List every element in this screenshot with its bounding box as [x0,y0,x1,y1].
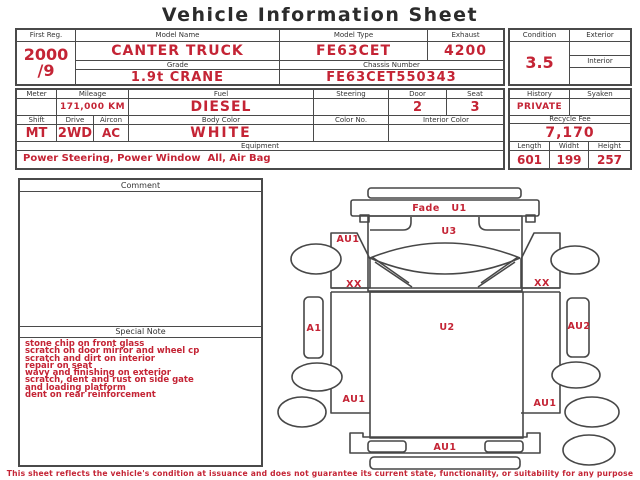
model-type-value: FE63CET [316,43,391,59]
windshield-upper-arc [370,243,520,258]
special-note-line: scratch on door mirror and wheel cp [25,346,200,357]
first-reg-label: First Reg. [17,30,75,42]
spare-wheel-shape [563,435,615,465]
steering-value [314,99,388,115]
special-note-line: repair on seat [25,360,93,371]
body-color-label: Body Color [129,116,313,125]
cargo-bed-shape [370,292,523,438]
shift-label: Shift [17,116,56,125]
recycle-fee-cell [510,116,630,142]
fuel-label: Fuel [129,90,313,99]
chassis-number-label: Chassis Number [280,61,503,70]
special-note-line: and loading platform [25,382,126,393]
recycle-fee-value: 7,170 [545,124,595,141]
exhaust-label: Exhaust [428,30,503,42]
interior-color-cell [389,116,503,141]
roof-front-bar-shape [368,188,521,198]
comment-label: Comment [20,180,261,192]
color-no-cell [314,116,389,141]
spec-row-2 [17,116,503,142]
truck-top-view-diagram [266,184,640,472]
front-panel-shape [351,200,539,216]
damage-code-label: XX [534,278,550,289]
seat-value: 3 [470,99,480,115]
left-pillar-line-1 [372,257,409,283]
color-no-label: Color No. [314,116,388,125]
damage-code-label: U1 [451,203,467,214]
steering-label: Steering [314,90,388,99]
model-type-cell [280,30,428,60]
damage-code-label: AU1 [336,234,360,245]
diagram-labels [307,203,591,453]
width-label: Widht [550,142,588,151]
door-label: Door [389,90,446,99]
special-note-line: wavy and finishing on exterior [25,368,171,379]
special-note-text [20,338,261,465]
meter-label: Meter [17,90,56,99]
length-cell [510,142,550,168]
history-label: History [510,90,569,99]
damage-code-label: Fade [412,203,440,214]
shift-cell [17,116,57,141]
width-value: 199 [556,152,582,167]
first-reg-month: /9 [37,61,55,80]
aircon-value: AC [101,126,121,140]
rear-bumper-left-step [368,441,406,452]
aircon-label: Aircon [94,116,128,125]
equipment-cell [17,142,503,168]
special-note-line: scratch, dent and rust on side gate [25,375,194,386]
disclaimer-text: This sheet reflects the vehicle's condition at issuance and does not guarantee its current state, functionality, or suitability for any purpose [6,469,634,478]
identity-row-1 [76,30,503,61]
door-value: 2 [412,99,423,115]
cab-right-notch [479,217,520,230]
model-name-value: CANTER TRUCK [111,43,244,59]
right-wheel-2-shape [565,397,619,427]
page-title: Vehicle Information Sheet [161,4,479,26]
mileage-value: 171,000 KM [59,101,126,112]
shift-value: MT [25,125,48,141]
cab-left-notch [370,217,411,230]
interior-label: Interior [570,56,630,68]
width-cell [550,142,589,168]
right-pillar-line-1 [481,257,518,283]
identity-table [15,28,505,86]
history-value: PRIVATE [516,101,563,112]
damage-code-label: XX [346,279,362,290]
interior-color-label: Interior Color [389,116,503,125]
chassis-number-cell [280,61,503,84]
drive-label: Drive [57,116,93,125]
grade-value: 1.9t CRANE [130,69,225,85]
seat-label: Seat [447,90,503,99]
body-color-value: WHITE [190,125,252,141]
syaken-label: Syaken [570,90,630,99]
height-label: Height [589,142,630,151]
history-row [510,90,630,116]
recycle-fee-label: Recycle Fee [510,116,630,124]
equipment-value: Power Steering, Power Window All, Air Bag [23,153,271,164]
height-value: 257 [596,152,623,167]
door-cell [389,90,447,115]
drive-cell [57,116,94,141]
grade-label: Grade [76,61,279,70]
length-label: Length [510,142,549,151]
meter-value [17,99,56,115]
condition-label: Condition [510,30,569,42]
spec-row-1 [17,90,503,116]
condition-cell [510,30,570,84]
special-note-line: dent on rear reinforcement [25,390,156,401]
meter-cell [17,90,57,115]
comment-box [18,178,263,467]
seat-cell [447,90,503,115]
length-value: 601 [516,152,543,167]
history-fee-panel [508,88,632,170]
interior-value [570,68,630,84]
color-no-value [314,125,388,141]
right-wheel-1-shape [552,362,600,388]
chassis-number-value: FE63CET550343 [326,69,457,85]
steering-cell [314,90,389,115]
model-name-cell [76,30,280,60]
left-mirror-shape [291,244,341,274]
spec-table [15,88,505,170]
aircon-cell [94,116,129,141]
first-reg-year: 2000 [23,45,69,64]
dimensions-row [510,142,630,168]
grade-cell [76,61,280,84]
history-cell [510,90,570,115]
equipment-label: Equipment [17,142,503,151]
first-reg-value [17,42,75,84]
first-reg-cell [17,30,76,84]
special-note-line: stone chip on front glass [25,339,145,349]
model-type-label: Model Type [280,30,427,42]
rear-gate-bar-shape [370,457,520,469]
syaken-value [570,99,630,115]
damage-code-label: U2 [439,322,455,333]
right-mirror-shape [551,246,599,274]
exhaust-cell [428,30,503,60]
identity-row-2 [76,61,503,84]
exhaust-value: 4200 [444,43,487,59]
damage-code-label: AU1 [533,398,557,409]
condition-value: 3.5 [525,53,554,72]
exterior-label: Exterior [570,30,630,42]
left-wheel-1-shape [292,363,342,391]
condition-panel [508,28,632,86]
rear-bumper-right-step [485,441,523,452]
identity-main [76,30,503,84]
comment-text [20,192,261,326]
special-note-label: Special Note [20,326,261,338]
mileage-cell [57,90,129,115]
fuel-value: DIESEL [190,99,252,115]
damage-code-label: A1 [306,323,322,334]
left-wheel-2-shape [278,397,326,427]
interior-color-value [389,125,503,141]
height-cell [589,142,630,168]
model-name-label: Model Name [76,30,279,42]
damage-code-label: AU1 [342,394,366,405]
right-frame-rail [521,292,560,413]
drive-value: 2WD [57,125,93,141]
damage-code-label: AU2 [567,321,591,332]
special-note-line: scratch and dirt on interior [25,353,155,364]
damage-code-label: AU1 [433,442,457,453]
exterior-interior-cell [570,30,630,84]
mileage-label: Mileage [57,90,128,99]
exterior-value [570,42,630,56]
body-color-cell [129,116,314,141]
fuel-cell [129,90,314,115]
syaken-cell [570,90,630,115]
damage-code-label: U3 [441,226,457,237]
